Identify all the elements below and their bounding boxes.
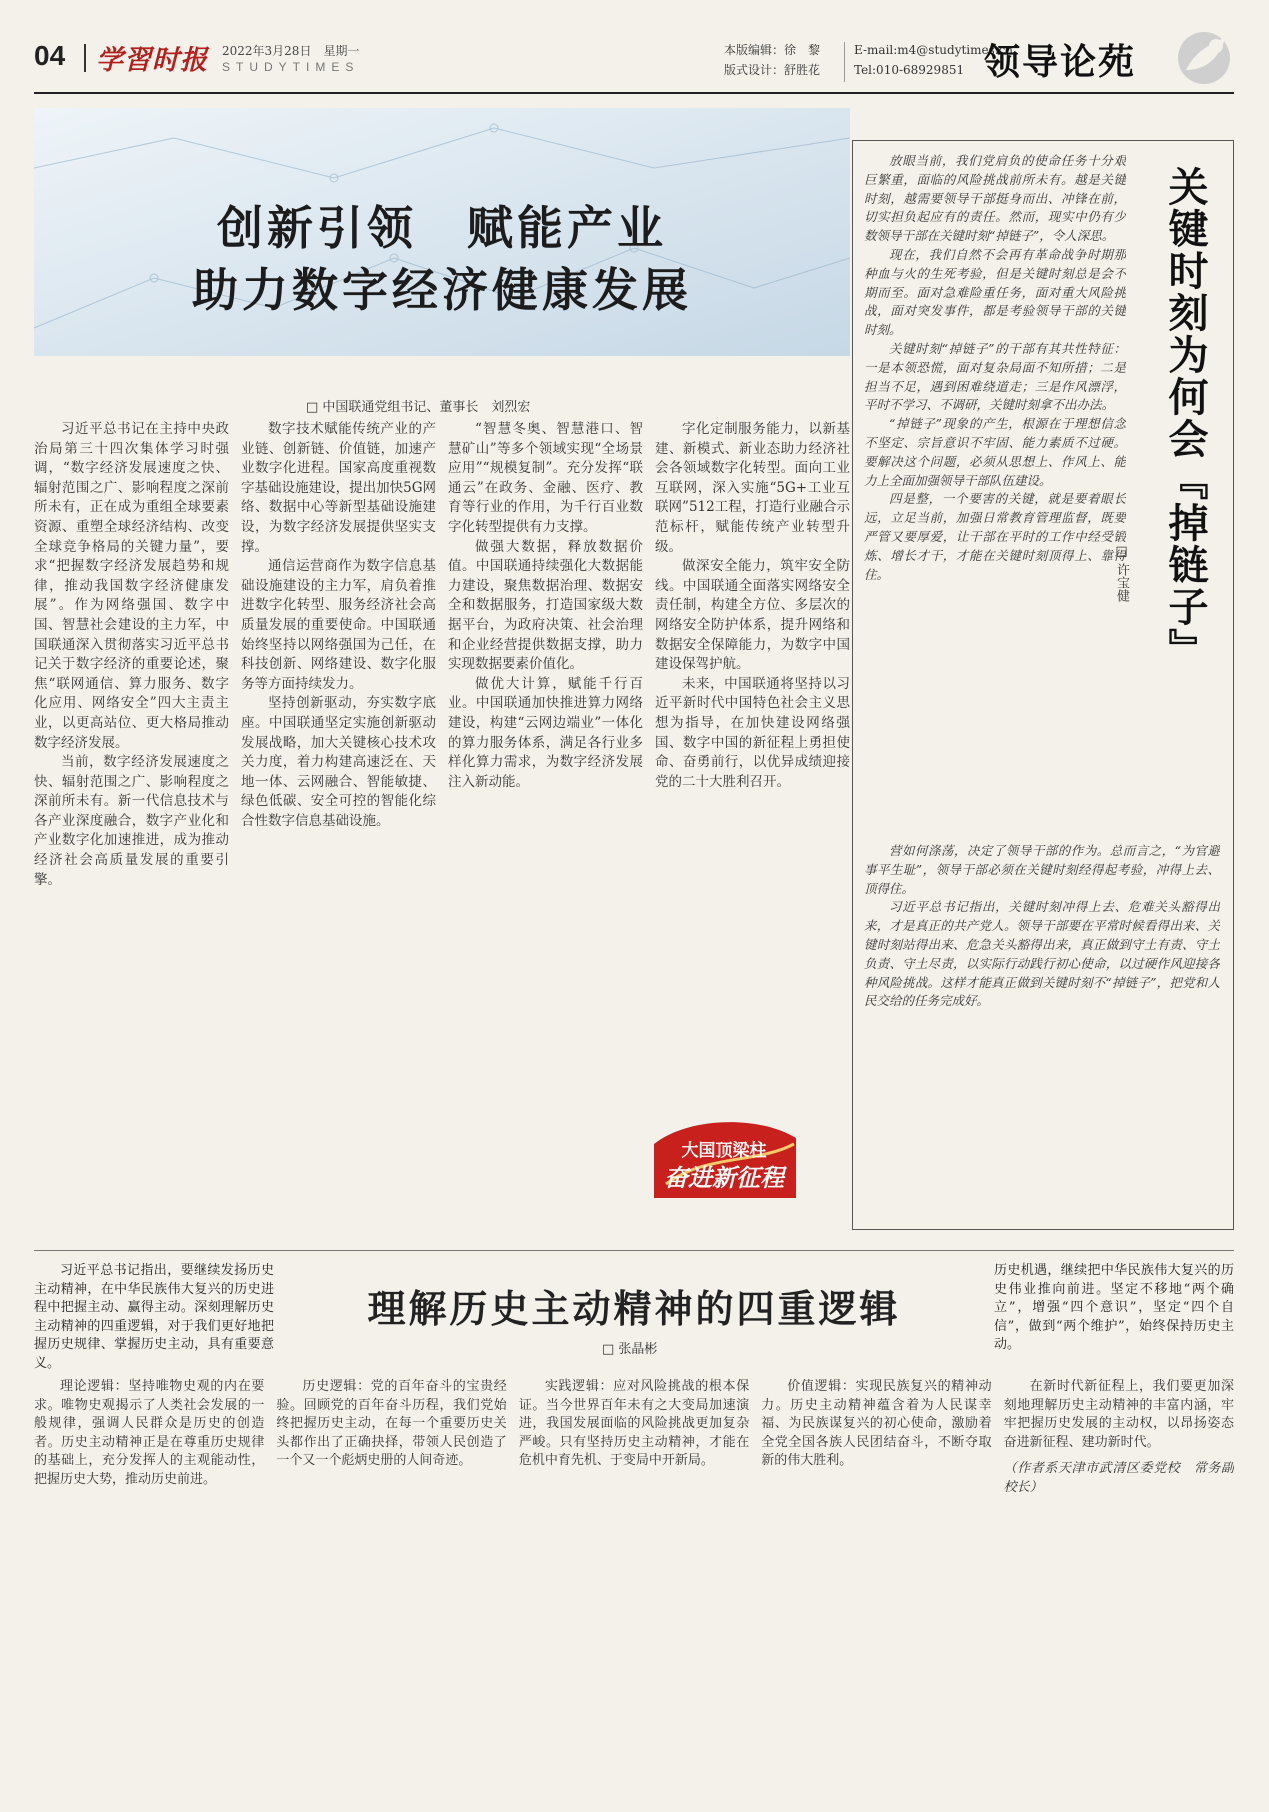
- editor-info: [724, 40, 820, 80]
- masthead-divider: [84, 44, 86, 72]
- article-title-vertical: 关键时刻为何会『掉链子』: [1162, 166, 1208, 670]
- body-column: [448, 420, 643, 1238]
- article-key-moment: [852, 140, 1234, 1230]
- article-digital-economy: [34, 108, 850, 1238]
- section-title: 领导论苑: [984, 41, 1137, 83]
- paragraph: 在新时代新征程上，我们要更加深刻地理解历史主动精神的丰富内涵，牢牢把握历史发展的主动权，以昂扬姿态奋进新征程、建功新时代。: [1003, 1379, 1235, 1450]
- paragraph: “智慧冬奥、智慧港口、智慧矿山”等多个领域实现“全场景应用”“规模复制”。充分发挥“联通云”在政务、金融、医疗、教育等行业的作用，为千行百业数字化转型提供有力支撑。: [448, 421, 643, 535]
- section-decoration-icon: [1164, 26, 1234, 90]
- article-body-upper: [864, 152, 1126, 842]
- paragraph: 坚持创新驱动，夯实数字底座。中国联通坚定实施创新驱动发展战略，加大关键核心技术攻关力度，着力构建高速泛在、天地一体、云网融合、智能敏捷、绿色低碳、安全可控的智能化综合性数字信息基础设施。: [241, 695, 436, 829]
- paragraph: 放眼当前，我们党肩负的使命任务十分艰巨繁重，面临的风险挑战前所未有。越是关键时刻，越需要领导干部挺身而出、冲锋在前，切实担负起应有的责任。然而，现实中仍有少数领导干部在关键时刻“掉链子”，令人深思。: [864, 153, 1126, 244]
- paragraph: 字化定制服务能力，以新基建、新模式、新业态助力经济社会各领域数字化转型。面向工业互联网，深入实施“5G+工业互联网”512工程，打造行业融合示范标杆，赋能传统产业转型升级。: [655, 421, 850, 555]
- paragraph: 四是整，一个要害的关键，就是要着眼长远，立足当前，加强日常教育管理监督，既要严管又要厚爱，让干部在平时的工作中经受锻炼、增长才干，才能在关键时刻顶得上、靠得住。: [864, 491, 1126, 582]
- middle-rule: [34, 1250, 1234, 1251]
- campaign-stamp-icon: [646, 1114, 802, 1202]
- stamp-line1: 大国顶梁柱: [681, 1141, 767, 1161]
- paragraph: 数字技术赋能传统产业的产业链、创新链、价值链，加速产业数字化进程。国家高度重视数字基础设施建设，提出加快5G网络、数据中心等新型基础设施建设，为数字经济发展提供坚实支撑。: [241, 421, 436, 555]
- article-byline: □ 许宝健: [1114, 544, 1129, 603]
- page-number: 04: [34, 40, 66, 71]
- article-title-line1: 创新引领 赋能产业: [217, 201, 667, 255]
- paragraph: 做优大计算，赋能千行百业。中国联通加快推进算力网络建设，构建“云网边端业”一体化的算力服务体系，满足各行业多样化算力需求，为数字经济发展注入新动能。: [448, 675, 643, 790]
- title-banner: [34, 108, 850, 356]
- paragraph: 实践逻辑：应对风险挑战的根本保证。当今世界百年未有之大变局加速演进，我国发展面临的风险挑战更加复杂严峻。只有坚持历史主动精神，才能在危机中育先机、于变局中开新局。: [518, 1379, 750, 1469]
- editor-divider: [844, 42, 845, 82]
- article-right-top: [994, 1262, 1234, 1378]
- stamp-line2: 奋进新征程: [664, 1163, 784, 1192]
- email-line: E-mail:m4@studytimes.cn: [854, 43, 1014, 57]
- tel-line: Tel:010-68929851: [854, 63, 965, 77]
- article-title-line2: 助力数字经济健康发展: [192, 263, 692, 317]
- paragraph: 习近平总书记指出，要继续发扬历史主动精神，在中华民族伟大复兴的历史进程中把握主动、赢得主动。深刻理解历史主动精神的四重逻辑，对于我们更好地把握历史规律、掌握历史主动，具有重要意义。: [34, 1263, 274, 1371]
- paragraph: 当前，数字经济发展速度之快、辐射范围之广、影响程度之深前所未有。新一代信息技术与各产业深度融合，数字产业化和产业数字化加速推进，成为推动经济社会高质量发展的重要引擎。: [34, 754, 229, 888]
- paragraph: 价值逻辑：实现民族复兴的精神动力。历史主动精神蕴含着为人民谋幸福、为民族谋复兴的初心使命，激励着全党全国各族人民团结奋斗，不断夺取新的伟大胜利。: [761, 1379, 992, 1469]
- article-historical-initiative: [34, 1262, 1234, 1790]
- top-rule: [34, 92, 1234, 94]
- issue-date: 2022年3月28日 星期一: [222, 44, 360, 58]
- body-column: [34, 420, 229, 1238]
- paragraph: 关键时刻“掉链子”的干部有其共性特征：一是本领恐慌，面对复杂局面不知所措；二是担当不足，遇到困难绕道走；三是作风漂浮，平时不学习、不调研，关键时刻拿不出办法。: [864, 340, 1126, 413]
- article-body: [34, 1378, 1234, 1790]
- paragraph: 习近平总书记指出，关键时刻冲得上去、危难关头豁得出来，才是真正的共产党人。领导干部要在平常时候看得出来、关键时刻站得出来、危急关头豁得出来，真正做到守土有责、守土负责、守土尽责，以实际行动践行初心使命，以过硬作风迎接各种风险挑战。这样才能真正做到关键时刻不“掉链子”，把党和人民交给的任务完成好。: [864, 899, 1220, 1009]
- article-byline: □ 中国联通党组书记、董事长 刘烈宏: [306, 400, 531, 415]
- paragraph: 做深安全能力，筑牢安全防线。中国联通全面落实网络安全责任制，构建全方位、多层次的网络安全防护体系，提升网络和数据安全保障能力，为数字中国建设保驾护航。: [655, 558, 850, 673]
- author-note: （作者系天津市武清区委党校 常务副校长）: [1003, 1461, 1235, 1495]
- editor-line: 本版编辑：徐 黎: [724, 43, 821, 57]
- body-column: [519, 1378, 749, 1790]
- article-intro: [34, 1262, 274, 1378]
- designer-line: 版式设计：舒胜花: [724, 63, 821, 77]
- paragraph: 通信运营商作为数字信息基础设施建设的主力军，肩负着推进数字化转型、服务经济社会高质量发展的重要使命。中国联通始终坚持以网络强国为己任，在科技创新、网络建设、数字化服务等方面持续发力。: [241, 558, 436, 692]
- paragraph: 现在，我们自然不会再有革命战争时期那种血与火的生死考验，但是关键时刻总是会不期而至。面对急难险重任务，面对重大风险挑战，面对突发事件，都是考验领导干部的关键时刻。: [864, 246, 1126, 338]
- brand-logo: 学習时报: [96, 45, 208, 76]
- article-title: 理解历史主动精神的四重逻辑: [367, 1286, 901, 1331]
- paragraph: 做强大数据，释放数据价值。中国联通持续强化大数据能力建设，聚焦数据治理、数据安全和数据服务，打造国家级大数据平台，为政府决策、社会治理和企业经营提供数据支撑，助力实现数据要素价值化。: [448, 538, 643, 673]
- paragraph: 营如何涤荡，决定了领导干部的作为。总而言之，“为官避事平生耻”，领导干部必须在关键时刻经得起考验，冲得上去、顶得住。: [864, 843, 1220, 896]
- body-column: [1004, 1378, 1234, 1790]
- paragraph: “掉链子”现象的产生，根源在于理想信念不坚定、宗旨意识不牢固、能力素质不过硬。要解决这个问题，必须从思想上、作风上、能力上全面加强领导干部队伍建设。: [864, 416, 1126, 488]
- paragraph: 历史逻辑：党的百年奋斗的宝贵经验。回顾党的百年奋斗历程，我们党始终把握历史主动，在每一个重要历史关头都作出了正确抉择，带领人民创造了一个又一个彪炳史册的人间奇迹。: [276, 1379, 507, 1469]
- paragraph: 未来，中国联通将坚持以习近平新时代中国特色社会主义思想为指导，在加快建设网络强国、数字中国的新征程上勇担使命、奋勇前行，以优异成绩迎接党的二十大胜利召开。: [655, 675, 850, 790]
- paragraph: 理论逻辑：坚持唯物史观的内在要求。唯物史观揭示了人类社会发展的一般规律，强调人民群众是历史的创造者。历史主动精神正是在尊重历史规律的基础上，充分发挥人的主观能动性，把握历史大势，推动历史前进。: [34, 1379, 265, 1487]
- article-byline: □ 张晶彬: [602, 1342, 658, 1357]
- body-column: [241, 420, 436, 1238]
- masthead: [34, 34, 1234, 90]
- paragraph: 习近平总书记在主持中央政治局第三十四次集体学习时强调，“数字经济发展速度之快、辐射范围之广、影响程度之深前所未有，正在成为重组全球要素资源、重塑全球经济结构、改变全球竞争格局的关键力量”，要求“把握数字经济发展趋势和规律，推动我国数字经济健康发展”。作为网络强国、数字中国、智慧社会建设的主力军，中国联通深入贯彻落实习近平总书记关于数字经济的重要论述，聚焦“联网通信、算力服务、数字化应用、网络安全”四大主责主业，以更高站位、更大格局推动数字经济发展。: [34, 421, 229, 751]
- body-column: [761, 1378, 991, 1790]
- brand-english: STUDYTIMES: [222, 60, 360, 74]
- body-column: [34, 1378, 264, 1790]
- article-body-lower: [864, 842, 1220, 1220]
- paragraph: 历史机遇，继续把中华民族伟大复兴的历史伟业推向前进。坚定不移地“两个确立”，增强“四个意识”，坚定“四个自信”，做到“两个维护”，始终保持历史主动。: [994, 1263, 1234, 1353]
- body-column: [276, 1378, 506, 1790]
